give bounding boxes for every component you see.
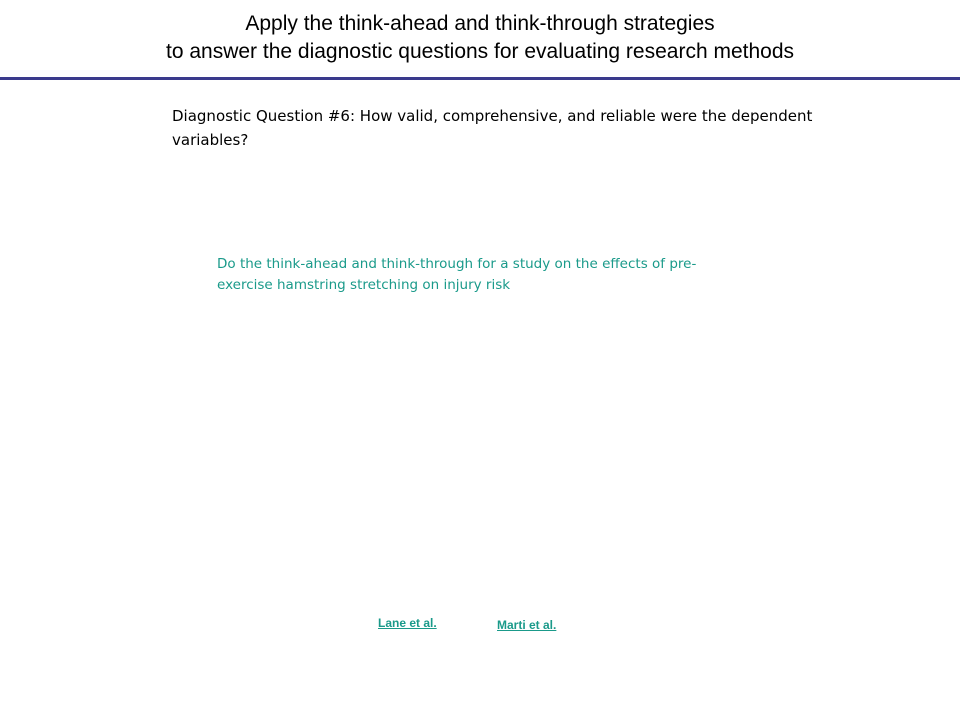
study-prompt: Do the think-ahead and think-through for a study on the effects of pre-exercise hamstring stretching on injury risk (217, 256, 697, 293)
diagnostic-question: Diagnostic Question #6: How valid, comprehensive, and reliable were the dependent variables? (172, 107, 813, 149)
title-divider (0, 77, 960, 80)
title-line-2: to answer the diagnostic questions for evaluating research methods (165, 40, 795, 63)
slide-title (0, 10, 960, 66)
marti-et-al-link[interactable]: Marti et al. (497, 618, 557, 632)
title-line-1: Apply the think-ahead and think-through strategies (245, 12, 715, 35)
lane-et-al-link[interactable]: Lane et al. (378, 616, 437, 630)
